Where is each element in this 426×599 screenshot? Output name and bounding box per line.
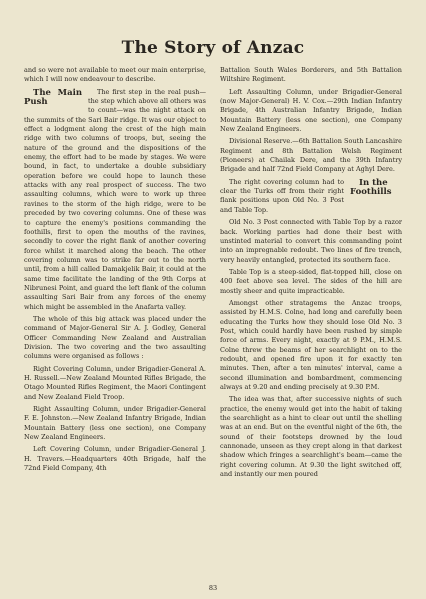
- paragraph: Right Assaulting Column, under Brigadier-General F. E. Johnston.—New Zealand Infantry Brigade, Indian Mountain Battery (less one section), one Company New Zealand Engineers.: [24, 405, 206, 442]
- side-heading-main-push: The Main Push: [24, 87, 82, 107]
- paragraph: Table Top is a steep-sided, flat-topped hill, close on 400 feet above sea level. The sides of the hill are mostly sheer and quite impracticable.: [220, 267, 402, 295]
- paragraph: Left Assaulting Column, under Brigadier-General (now Major-General) H. V. Cox.—29th Indian Infantry Brigade, 4th Australian Infantry Brigade, Indian Mountain Battery (less one section), one Company New Zealand Engineers.: [220, 87, 402, 134]
- paragraph: Battalion South Wales Borderers, and 5th Battalion Wiltshire Regiment.: [220, 66, 402, 84]
- page-title: The Story of Anzac: [121, 38, 305, 58]
- paragraph: Old No. 3 Post connected with Table Top by a razor back. Working parties had done their best with unstinted material to convert this commanding point into an impregnable redoubt. Two lines of fire trench, very heavily entangled, protected its southern face.: [220, 218, 402, 264]
- paragraph-text: The first step in the real push—the step which above all others was to count—was the night attack on the summits of the Sari Bair ridge.: [24, 87, 206, 124]
- paragraph: [220, 178, 402, 215]
- left-column: [24, 66, 206, 482]
- paragraph: The whole of this big attack was placed under the command of Major-General Sir A. J. Godley, General Officer Commanding New Zealand and Australian Division. The two covering and the two assaulting columns were organised as follows :: [24, 314, 206, 361]
- paragraph: Divisional Reserve.—6th Battalion South Lancashire Regiment and 8th Battalion Welsh Regiment (Pioneers) at Chailak Dere, and the 39th Infantry Brigade and half 72nd Field Company at Aghyl Dere.: [220, 137, 402, 174]
- side-heading-foothills: In the Foothills: [350, 177, 392, 197]
- text-columns: [24, 66, 402, 482]
- paragraph: Right Covering Column, under Brigadier-General A. H. Russell.—New Zealand Mounted Rifles Brigade, the Otago Mounted Rifles Regiment, the Maori Contingent and New Zealand Field Troop.: [24, 364, 206, 401]
- paragraph: The idea was that, after successive nights of such practice, the enemy would get into the habit of taking the searchlight as a hint to clear out until the shelling was at an end. But on the eventful night of the 6th, the sound of their footsteps drowned by the loud cannonade, unseen as they crept along in that darkest shadow which fringes a searchlight's beam—came the right covering column. At 9.30 the light switched off, and instantly our men poured: [220, 395, 402, 479]
- paragraph: Left Covering Column, under Brigadier-General J. H. Travers.—Headquarters 40th Brigade, half the 72nd Field Company, 4th: [24, 445, 206, 473]
- right-column: [220, 66, 402, 482]
- paragraph-text: It was our object to effect a lodgment along the crest of the high main ridge with two columns of troops, but, seeing the nature of the ground and the dispositions of the enemy, the effort had to be made by stages. We were bound, in fact, to undertake a double subsidiary operation before we could hope to launch these attacks with any real prospect of success. The two assaulting columns, which were to work up three ravines to the storm of the high ridge, were to be preceded by two covering columns. One of these was to capture the enemy's positions commanding the foothills, first to open the mouths of the ravines, secondly to cover the right flank of another covering force whilst it marched along the beach. The other covering column was to strike far out to the north until, from a hill called Damakjelik Bair, it could at the same time facilitate the landing of the 9th Corps at Nibrunesi Point, and guard the left flank of the column assaulting Sari Bair from any forces of the enemy which might be assembled in the Anafarta valley.: [24, 115, 207, 311]
- page-number: 83: [208, 584, 218, 592]
- paragraph: [24, 88, 206, 312]
- paragraph-text: The right covering column had to clear the Turks off from their right flank positions upon Old No. 3 Post and Table Top.: [220, 177, 344, 214]
- paragraph: Amongst other stratagems the Anzac troops, assisted by H.M.S. Colne, had long and carefully been educating the Turks how they should lose Old No. 3 Post, which could hardly have been rushed by simple force of arms. Every night, exactly at 9 P.M., H.M.S. Colne threw the beams of her searchlight on to the redoubt, and opened fire upon it for exactly ten minutes. Then, after a ten minutes' interval, came a second illumination and bombardment, commencing always at 9.20 and ending precisely at 9.30 P.M.: [220, 298, 402, 391]
- paragraph: and so were not available to meet our main enterprise, which I will now endeavour to describe.: [24, 66, 206, 84]
